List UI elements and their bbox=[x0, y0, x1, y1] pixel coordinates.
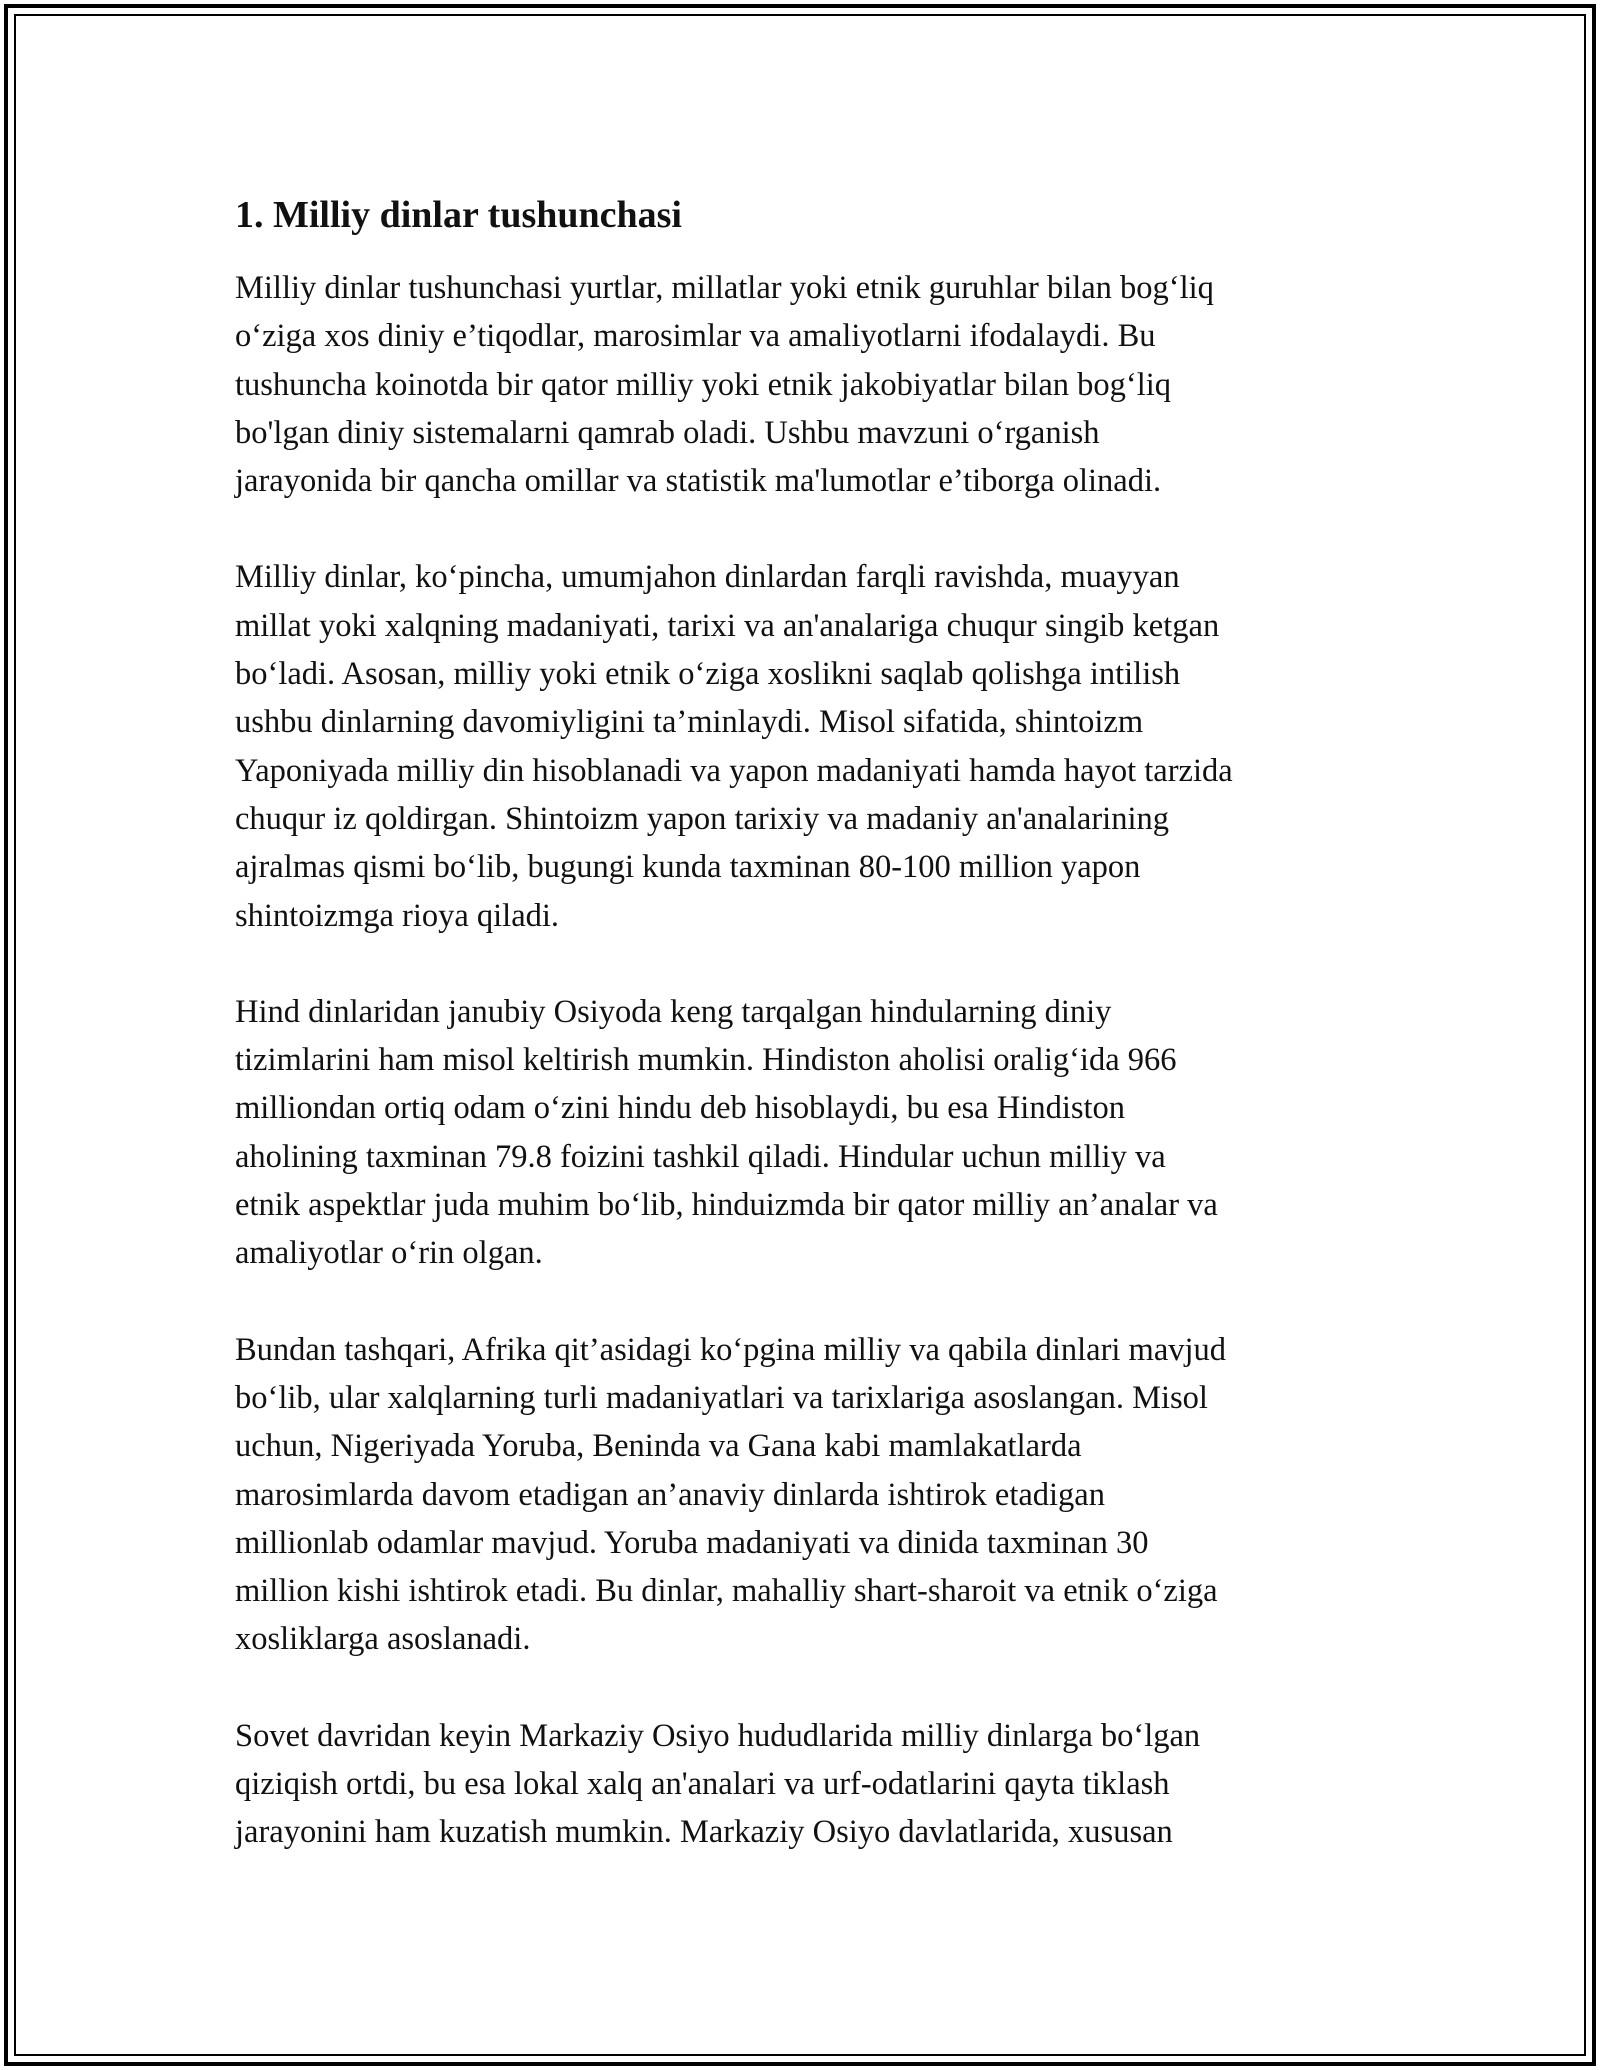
text-line: aholining taxminan 79.8 foizini tashkil qiladi. Hindular uchun milliy va bbox=[235, 1138, 1166, 1175]
document-body bbox=[235, 188, 1375, 1857]
text-line: Milliy dinlar, ko‘pincha, umumjahon dinlardan farqli ravishda, muayyan bbox=[235, 559, 1180, 596]
text-line: bo'lgan diniy sistemalarni qamrab oladi. Ushbu mavzuni o‘rganish bbox=[235, 414, 1100, 451]
text-line: uchun, Nigeriyada Yoruba, Beninda va Gana kabi mamlakatlarda bbox=[235, 1428, 1082, 1465]
paragraph-3 bbox=[235, 988, 1375, 1278]
text-line: tizimlarini ham misol keltirish mumkin. Hindiston aholisi oralig‘ida 966 bbox=[235, 1042, 1177, 1079]
section-heading: 1. Milliy dinlar tushunchasi bbox=[235, 194, 682, 236]
text-line: bo‘lib, ular xalqlarning turli madaniyatlari va tarixlariga asoslangan. Misol bbox=[235, 1379, 1208, 1416]
text-line: amaliyotlar o‘rin olgan. bbox=[235, 1235, 543, 1272]
text-line: jarayonida bir qancha omillar va statistik ma'lumotlar e’tiborga olinadi. bbox=[235, 463, 1162, 500]
text-line: o‘ziga xos diniy e’tiqodlar, marosimlar va amaliyotlarni ifodalaydi. Bu bbox=[235, 318, 1156, 355]
text-line: qiziqish ortdi, bu esa lokal xalq an'analari va urf-odatlarini qayta tiklash bbox=[235, 1766, 1170, 1803]
text-line: millat yoki xalqning madaniyati, tarixi va an'analariga chuqur singib ketgan bbox=[235, 607, 1220, 644]
text-line: jarayonini ham kuzatish mumkin. Markaziy Osiyo davlatlarida, xususan bbox=[235, 1814, 1173, 1851]
text-line: millionlab odamlar mavjud. Yoruba madaniyati va dinida taxminan 30 bbox=[235, 1524, 1149, 1561]
text-line: xosliklarga asoslanadi. bbox=[235, 1621, 531, 1658]
text-line: Sovet davridan keyin Markaziy Osiyo hududlarida milliy dinlarga bo‘lgan bbox=[235, 1717, 1201, 1754]
text-line: Milliy dinlar tushunchasi yurtlar, millatlar yoki etnik guruhlar bilan bog‘liq bbox=[235, 270, 1214, 306]
text-line: Yaponiyada milliy din hisoblanadi va yapon madaniyati hamda hayot tarzida bbox=[235, 752, 1233, 789]
text-line: ushbu dinlarning davomiyligini ta’minlaydi. Misol sifatida, shintoizm bbox=[235, 704, 1144, 741]
text-line: Bundan tashqari, Afrika qit’asidagi ko‘pgina milliy va qabila dinlari mavjud bbox=[235, 1331, 1227, 1368]
text-line: milliondan ortiq odam o‘zini hindu deb hisoblaydi, bu esa Hindiston bbox=[235, 1090, 1126, 1127]
paragraph-5 bbox=[235, 1712, 1375, 1857]
text-line: tushuncha koinotda bir qator milliy yoki etnik jakobiyatlar bilan bog‘liq bbox=[235, 366, 1172, 403]
paragraph-1 bbox=[235, 264, 1375, 505]
text-line: chuqur iz qoldirgan. Shintoizm yapon tarixiy va madaniy an'analarining bbox=[235, 800, 1169, 837]
text-line: bo‘ladi. Asosan, milliy yoki etnik o‘ziga xoslikni saqlab qolishga intilish bbox=[235, 656, 1181, 693]
paragraph-4 bbox=[235, 1326, 1375, 1664]
text-line: million kishi ishtirok etadi. Bu dinlar, mahalliy shart-sharoit va etnik o‘ziga bbox=[235, 1573, 1218, 1610]
text-line: shintoizmga rioya qiladi. bbox=[235, 897, 560, 934]
text-line: marosimlarda davom etadigan an’anaviy dinlarda ishtirok etadigan bbox=[235, 1476, 1105, 1513]
text-line: Hind dinlaridan janubiy Osiyoda keng tarqalgan hindularning diniy bbox=[235, 993, 1112, 1030]
text-line: ajralmas qismi bo‘lib, bugungi kunda taxminan 80-100 million yapon bbox=[235, 849, 1141, 886]
paragraph-2 bbox=[235, 553, 1375, 939]
text-line: etnik aspektlar juda muhim bo‘lib, hinduizmda bir qator milliy an’analar va bbox=[235, 1187, 1218, 1224]
